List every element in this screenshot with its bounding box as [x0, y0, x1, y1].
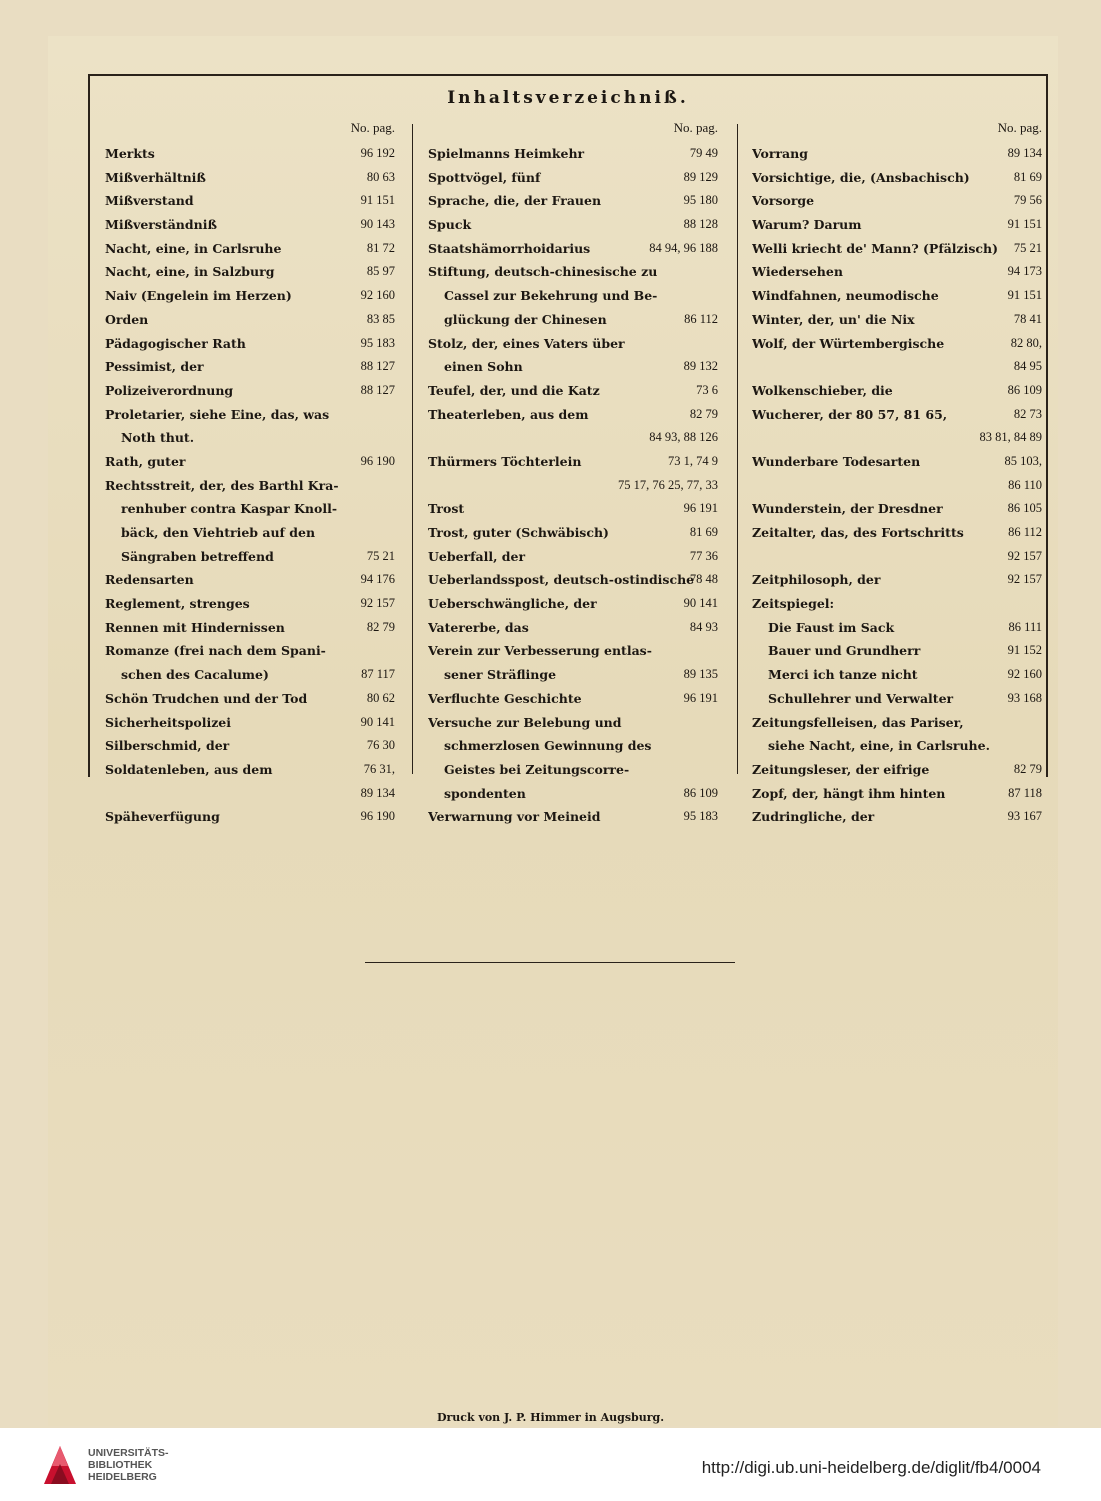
source-url-link[interactable]: http://digi.ub.uni-heidelberg.de/diglit/fb4/0004	[701, 1458, 1041, 1477]
entry-title: Warum? Darum	[752, 217, 862, 233]
index-column-3	[752, 120, 1042, 829]
index-entry	[752, 663, 1042, 687]
entry-title: Sängraben betreffend	[121, 548, 274, 564]
entry-reference: 96 191	[683, 690, 718, 705]
entry-title: Soldatenleben, aus dem	[105, 761, 273, 777]
index-entry	[105, 687, 395, 711]
entry-reference: 86 109	[683, 785, 718, 800]
entry-reference: 84 95	[1013, 359, 1042, 374]
index-entry	[752, 497, 1042, 521]
index-entry	[105, 403, 395, 427]
index-column-1	[105, 120, 395, 829]
entry-reference: 80 62	[366, 690, 395, 705]
entry-reference: 81 69	[689, 525, 718, 539]
entry-reference: 73 1, 74 9	[668, 453, 718, 468]
entry-reference: 96 192	[360, 146, 395, 160]
entry-reference: 79 49	[689, 146, 718, 160]
entry-title: siehe Nacht, eine, in Carlsruhe.	[768, 738, 990, 754]
entry-reference: 94 173	[1007, 264, 1042, 279]
entry-title: Versuche zur Belebung und	[428, 714, 622, 730]
entry-reference: 76 30	[366, 738, 395, 753]
entry-reference: 91 151	[1007, 288, 1042, 303]
entry-reference: 90 141	[683, 596, 718, 611]
entry-title: Stiftung, deutsch-chinesische zu	[428, 264, 658, 280]
entry-title: Rennen mit Hindernissen	[105, 619, 285, 635]
entry-title: Thürmers Töchterlein	[428, 453, 582, 469]
index-entry	[428, 592, 718, 616]
entry-title: Verwarnung vor Meineid	[428, 809, 601, 825]
entry-reference: 95 183	[360, 335, 395, 350]
page-title: Inhaltsverzeichniß.	[447, 88, 689, 108]
entry-reference: 82 79	[1013, 761, 1042, 776]
entry-title: Vorsichtige, die, (Ansbachisch)	[752, 169, 970, 185]
index-entry	[428, 805, 718, 829]
index-entry	[105, 782, 395, 806]
index-entry	[752, 782, 1042, 806]
entry-title: Zopf, der, hängt ihm hinten	[752, 785, 946, 801]
index-entry	[428, 332, 718, 356]
index-entry	[752, 545, 1042, 569]
entry-title: Trost, guter (Schwäbisch)	[428, 525, 609, 540]
entry-title: Proletarier, siehe Eine, das, was	[105, 406, 330, 422]
entry-reference: 88 127	[360, 382, 395, 397]
column-header: No. pag.	[673, 120, 718, 135]
index-entry	[752, 616, 1042, 640]
entry-title: Nacht, eine, in Carlsruhe	[105, 240, 282, 256]
entry-reference: 82 73	[1013, 406, 1042, 421]
entry-reference: 89 134	[1007, 146, 1042, 160]
entry-reference: 88 127	[360, 359, 395, 374]
index-entry	[752, 639, 1042, 663]
index-entry	[428, 166, 718, 190]
index-entry	[752, 308, 1042, 332]
entry-reference: 86 105	[1007, 501, 1042, 516]
entry-reference: 92 160	[1007, 667, 1042, 682]
entry-title: Wolkenschieber, die	[752, 382, 893, 398]
entry-title: Orden	[105, 311, 149, 327]
entry-reference: 84 93, 88 126	[649, 430, 718, 445]
entry-reference: 73 6	[696, 382, 718, 397]
entry-reference: 89 135	[683, 667, 718, 682]
index-entry	[105, 497, 395, 521]
index-entry	[105, 734, 395, 758]
index-entry	[105, 450, 395, 474]
entry-reference: 84 93	[689, 619, 718, 634]
entry-reference: 96 190	[360, 809, 395, 824]
entry-title: Sicherheitspolizei	[105, 714, 231, 730]
entry-title: Trost	[428, 501, 465, 517]
entry-reference: 86 110	[1008, 477, 1042, 492]
entry-title: Polizeiverordnung	[105, 382, 234, 398]
index-entry	[428, 758, 718, 782]
index-entry	[428, 616, 718, 640]
entry-title: Merkts	[105, 146, 155, 161]
library-name: UNIVERSITÄTS- BIBLIOTHEK HEIDELBERG	[88, 1447, 169, 1483]
entry-title: Spielmanns Heimkehr	[428, 146, 585, 161]
entry-title: Mißverhältniß	[105, 169, 206, 185]
entry-title: schen des Cacalume)	[121, 667, 269, 683]
entry-title: Wunderbare Todesarten	[752, 453, 921, 469]
entry-title: Pädagogischer Rath	[105, 335, 246, 351]
index-entry	[428, 403, 718, 427]
entry-reference: 95 183	[683, 809, 718, 824]
index-column-2	[428, 120, 718, 829]
entry-title: Reglement, strenges	[105, 596, 250, 612]
index-entry	[752, 711, 1042, 735]
index-entry	[752, 568, 1042, 592]
printer-imprint: Druck von J. P. Himmer in Augsburg.	[436, 1411, 665, 1424]
index-entry	[428, 450, 718, 474]
index-entry	[105, 308, 395, 332]
entry-title: Ueberfall, der	[428, 548, 526, 564]
entry-title: Mißverständniß	[105, 217, 217, 233]
entry-title: Silberschmid, der	[105, 738, 230, 754]
index-entry	[105, 355, 395, 379]
index-entry	[428, 687, 718, 711]
index-entry	[752, 521, 1042, 545]
entry-title: Mißverstand	[105, 193, 194, 209]
entry-title: Verfluchte Geschichte	[428, 690, 582, 706]
entry-reference: 89 132	[683, 359, 718, 374]
index-entry	[105, 805, 395, 829]
entry-reference: 86 112	[1008, 525, 1042, 539]
entry-reference: 93 168	[1007, 690, 1042, 705]
entry-title: Vatererbe, das	[428, 619, 529, 635]
index-entry	[105, 758, 395, 782]
index-entry	[752, 592, 1042, 616]
entry-reference: 96 190	[360, 453, 395, 468]
entry-reference: 81 72	[366, 240, 395, 255]
entry-reference: 81 69	[1013, 169, 1042, 184]
index-entry	[105, 237, 395, 261]
entry-title: Die Faust im Sack	[768, 619, 895, 635]
index-entry	[428, 663, 718, 687]
index-entry	[752, 166, 1042, 190]
entry-title: Welli kriecht de' Mann? (Pfälzisch)	[752, 240, 999, 256]
entry-title: Schullehrer und Verwalter	[768, 690, 954, 706]
entry-title: Verein zur Verbesserung entlas-	[428, 643, 652, 659]
column-divider	[412, 124, 413, 774]
entry-reference: 90 141	[360, 714, 395, 729]
entry-reference: 83 81, 84 89	[979, 430, 1042, 445]
index-entry	[752, 213, 1042, 237]
entry-reference: 80 63	[366, 169, 395, 184]
index-entry	[105, 568, 395, 592]
entry-reference: 82 79	[689, 406, 718, 421]
entry-reference: 95 180	[683, 193, 718, 208]
index-entry	[752, 805, 1042, 829]
index-entry	[105, 142, 395, 166]
entry-title: bäck, den Viehtrieb auf den	[121, 525, 316, 540]
index-entry	[105, 711, 395, 735]
entry-reference: 78 48	[689, 572, 718, 587]
entry-reference: 88 128	[683, 217, 718, 232]
entry-reference: 91 151	[1007, 217, 1042, 232]
index-entry	[105, 521, 395, 545]
entry-reference: 92 157	[1007, 572, 1042, 587]
entry-reference: 77 36	[689, 548, 718, 563]
entry-reference: 85 103,	[1004, 453, 1042, 468]
index-entry	[752, 687, 1042, 711]
index-entry	[752, 426, 1042, 450]
index-entry	[105, 260, 395, 284]
index-entry	[428, 142, 718, 166]
entry-title: Winter, der, un' die Nix	[752, 311, 915, 327]
entry-reference: 75 17, 76 25, 77, 33	[618, 477, 718, 492]
entry-reference: 89 129	[683, 169, 718, 184]
entry-reference: 86 109	[1007, 382, 1042, 397]
index-entry	[105, 663, 395, 687]
entry-reference: 82 80,	[1010, 335, 1042, 350]
entry-title: spondenten	[444, 785, 526, 801]
entry-reference: 91 151	[360, 193, 395, 208]
entry-title: Romanze (frei nach dem Spani-	[105, 643, 326, 659]
entry-reference: 75 21	[366, 548, 395, 563]
index-entry	[752, 450, 1042, 474]
index-entry	[428, 237, 718, 261]
entry-title: Späheverfügung	[105, 809, 220, 825]
entry-reference: 75 21	[1013, 240, 1042, 255]
entry-title: Vorsorge	[752, 193, 815, 209]
index-entry	[105, 189, 395, 213]
index-entry	[105, 639, 395, 663]
index-entry	[428, 189, 718, 213]
entry-title: Geistes bei Zeitungscorre-	[444, 761, 630, 777]
index-entry	[428, 545, 718, 569]
entry-title: Zudringliche, der	[752, 809, 875, 825]
index-entry	[428, 474, 718, 498]
index-entry	[105, 616, 395, 640]
index-entry	[428, 379, 718, 403]
index-entry	[752, 758, 1042, 782]
entry-title: Rechtsstreit, der, des Barthl Kra-	[105, 477, 339, 493]
index-entry	[105, 545, 395, 569]
entry-title: Staatshämorrhoidarius	[428, 240, 591, 256]
entry-title: Wunderstein, der Dresdner	[752, 501, 943, 517]
index-entry	[752, 284, 1042, 308]
index-entry	[105, 426, 395, 450]
entry-title: Cassel zur Bekehrung und Be-	[444, 288, 658, 304]
index-entry	[428, 639, 718, 663]
index-entry	[105, 166, 395, 190]
index-entry	[428, 521, 718, 545]
entry-title: schmerzlosen Gewinnung des	[444, 738, 652, 754]
entry-reference: 92 160	[360, 288, 395, 303]
column-header: No. pag.	[350, 120, 395, 135]
index-entry	[752, 403, 1042, 427]
index-entry	[752, 189, 1042, 213]
entry-title: Naiv (Engelein im Herzen)	[105, 288, 292, 304]
entry-title: Merci ich tanze nicht	[768, 667, 918, 683]
index-entry	[428, 568, 718, 592]
entry-title: Noth thut.	[121, 430, 195, 446]
entry-title: Zeitungsfelleisen, das Pariser,	[752, 714, 964, 730]
index-entry	[752, 332, 1042, 356]
entry-reference: 96 191	[683, 501, 718, 516]
entry-title: Spuck	[428, 217, 472, 233]
entry-title: Zeitphilosoph, der	[752, 572, 881, 588]
entry-title: sener Sträflinge	[444, 667, 557, 683]
entry-title: einen Sohn	[444, 359, 523, 375]
entry-title: Wiedersehen	[752, 264, 843, 280]
entry-title: Stolz, der, eines Vaters über	[428, 335, 625, 351]
entry-title: Ueberschwängliche, der	[428, 596, 597, 612]
column-header: No. pag.	[997, 120, 1042, 135]
index-entry	[752, 237, 1042, 261]
entry-reference: 91 152	[1007, 643, 1042, 658]
entry-title: renhuber contra Kaspar Knoll-	[121, 501, 338, 517]
entry-title: Wolf, der Würtembergische	[752, 335, 945, 351]
index-entry	[752, 379, 1042, 403]
entry-reference: 76 31,	[363, 761, 395, 776]
index-entry	[752, 260, 1042, 284]
entry-reference: 84 94, 96 188	[649, 240, 718, 255]
entry-reference: 83 85	[366, 311, 395, 326]
entry-title: Rath, guter	[105, 453, 186, 469]
entry-reference: 94 176	[360, 572, 395, 587]
index-entry	[428, 426, 718, 450]
entry-title: Ueberlandsspost, deutsch-ostindische	[428, 572, 695, 588]
entry-reference: 86 112	[684, 311, 718, 326]
entry-title: Schön Trudchen und der Tod	[105, 690, 308, 706]
entry-title: Windfahnen, neumodische	[752, 288, 939, 304]
index-entry	[428, 782, 718, 806]
index-entry	[428, 308, 718, 332]
index-entry	[105, 332, 395, 356]
entry-reference: 87 118	[1008, 785, 1042, 800]
entry-title: Redensarten	[105, 572, 194, 588]
entry-title: Pessimist, der	[105, 359, 204, 375]
entry-title: Nacht, eine, in Salzburg	[105, 264, 275, 280]
entry-title: Theaterleben, aus dem	[428, 406, 589, 422]
entry-title: Sprache, die, der Frauen	[428, 193, 602, 209]
index-entry	[428, 711, 718, 735]
entry-title: Zeitungsleser, der eifrige	[752, 761, 930, 777]
entry-reference: 82 79	[366, 619, 395, 634]
index-entry	[428, 734, 718, 758]
entry-reference: 92 157	[1007, 548, 1042, 563]
entry-title: Spottvögel, fünf	[428, 169, 541, 185]
entry-title: Zeitalter, das, des Fortschritts	[752, 525, 964, 540]
index-entry	[752, 355, 1042, 379]
index-entry	[105, 474, 395, 498]
index-entry	[428, 260, 718, 284]
index-entry	[428, 213, 718, 237]
column-divider	[737, 124, 738, 774]
entry-title: Zeitspiegel:	[752, 596, 835, 612]
entry-reference: 78 41	[1013, 311, 1042, 326]
index-entry	[105, 379, 395, 403]
entry-reference: 93 167	[1007, 809, 1042, 824]
entry-title: Teufel, der, und die Katz	[428, 382, 600, 398]
library-logo-icon	[40, 1440, 82, 1486]
entry-title: Wucherer, der 80 57, 81 65,	[752, 406, 948, 422]
entry-reference: 86 111	[1008, 619, 1042, 634]
entry-reference: 90 143	[360, 217, 395, 232]
index-entry	[428, 497, 718, 521]
entry-reference: 85 97	[366, 264, 395, 279]
entry-reference: 79 56	[1013, 193, 1042, 208]
entry-title: glückung der Chinesen	[444, 311, 607, 327]
entry-reference: 89 134	[360, 785, 395, 800]
index-entry	[752, 474, 1042, 498]
separator-rule	[365, 962, 735, 963]
index-entry	[752, 142, 1042, 166]
index-entry	[105, 592, 395, 616]
entry-title: Vorrang	[752, 146, 808, 161]
index-entry	[428, 284, 718, 308]
entry-reference: 92 157	[360, 596, 395, 611]
index-entry	[428, 355, 718, 379]
entry-title: Bauer und Grundherr	[768, 643, 921, 659]
entry-reference: 87 117	[361, 667, 395, 682]
index-entry	[752, 734, 1042, 758]
index-entry	[105, 284, 395, 308]
index-entry	[105, 213, 395, 237]
